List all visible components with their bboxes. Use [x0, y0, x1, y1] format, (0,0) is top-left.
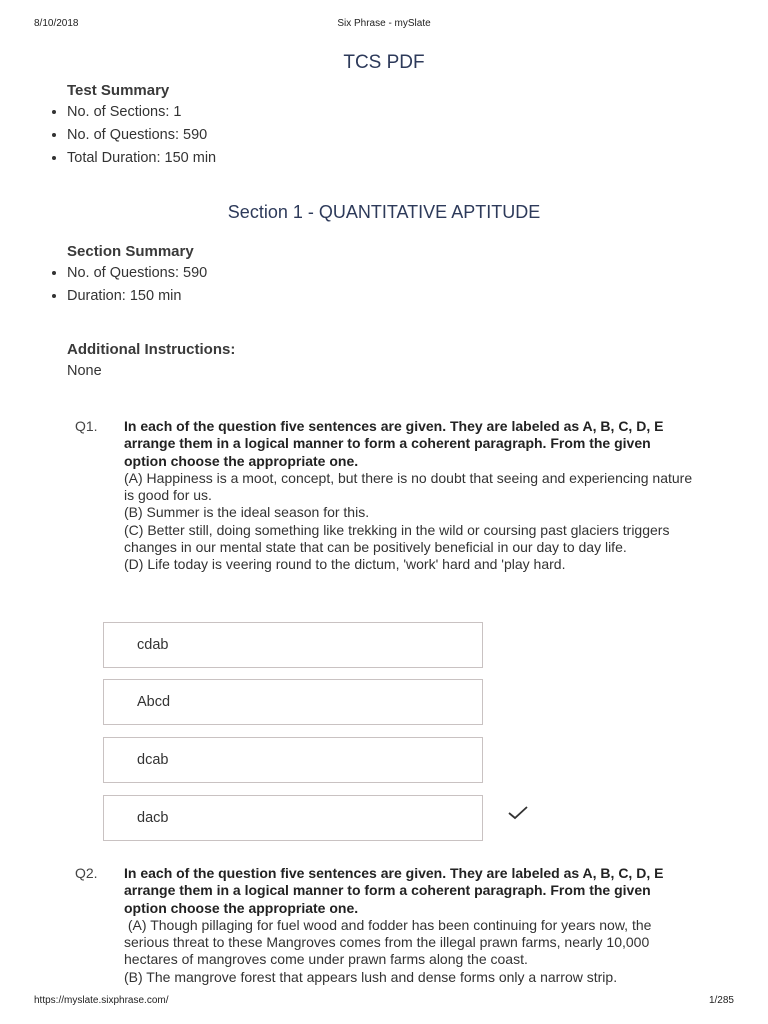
- check-icon: [507, 804, 529, 822]
- question-line: (B) The mangrove forest that appears lush and dense forms only a narrow strip.: [124, 968, 618, 985]
- section-title: Section 1 - QUANTITATIVE APTITUDE: [227, 202, 541, 222]
- question-number: Q2.: [75, 865, 98, 881]
- additional-instructions-text: None: [67, 363, 102, 379]
- footer-url: https://myslate.sixphrase.com/: [34, 995, 169, 1006]
- section-summary-list: [48, 262, 207, 308]
- question-line: (A) Though pillaging for fuel wood and fodder has been continuing for years now, the serious threat to these Mangroves comes from the illegal prawn farms, nearly 10,000 hectares of mangroves come under prawn farms along the coast.: [124, 916, 656, 968]
- list-item: • No. of Questions: 590: [67, 124, 216, 147]
- test-summary-heading: Test Summary: [67, 82, 170, 99]
- question-line: (B) Summer is the ideal season for this.: [124, 504, 370, 521]
- page-title: TCS PDF: [343, 52, 425, 73]
- test-summary-list: [48, 101, 216, 170]
- question-prompt: In each of the question five sentences are given. They are labeled as A, B, C, D, E arrange them in a logical manner to form a coherent paragraph. From the given option choose the appropriate one.: [124, 865, 664, 916]
- question-line: (C) Better still, doing something like trekking in the wild or coursing past glaciers triggers changes in our mental state that can be positively beneficial in our day to day life.: [124, 521, 670, 556]
- question-text: [124, 418, 696, 574]
- answer-option-c[interactable]: dcab: [103, 737, 483, 783]
- question-text: [124, 865, 696, 986]
- list-item: • Total Duration: 150 min: [67, 147, 216, 170]
- question-number: Q1.: [75, 418, 98, 434]
- page-number: 1/285: [708, 995, 734, 1006]
- print-header-title: Six Phrase - mySlate: [337, 18, 431, 29]
- list-item: • No. of Sections: 1: [67, 101, 216, 124]
- question-prompt: In each of the question five sentences are given. They are labeled as A, B, C, D, E arrange them in a logical manner to form a coherent paragraph. From the given option choose the appropriate one.: [124, 418, 664, 469]
- list-item: • Duration: 150 min: [67, 285, 207, 308]
- section-summary-heading: Section Summary: [67, 243, 194, 260]
- additional-instructions-heading: Additional Instructions:: [67, 341, 236, 358]
- question-line: (D) Life today is veering round to the dictum, 'work' hard and 'play hard.: [124, 556, 566, 573]
- list-item: • No. of Questions: 590: [67, 262, 207, 285]
- answer-option-a[interactable]: cdab: [103, 622, 483, 668]
- print-date: 8/10/2018: [34, 18, 79, 29]
- answer-option-b[interactable]: Abcd: [103, 679, 483, 725]
- question-line: (A) Happiness is a moot, concept, but there is no doubt that seeing and experiencing nature is good for us.: [124, 469, 693, 504]
- answer-option-d[interactable]: dacb: [103, 795, 483, 841]
